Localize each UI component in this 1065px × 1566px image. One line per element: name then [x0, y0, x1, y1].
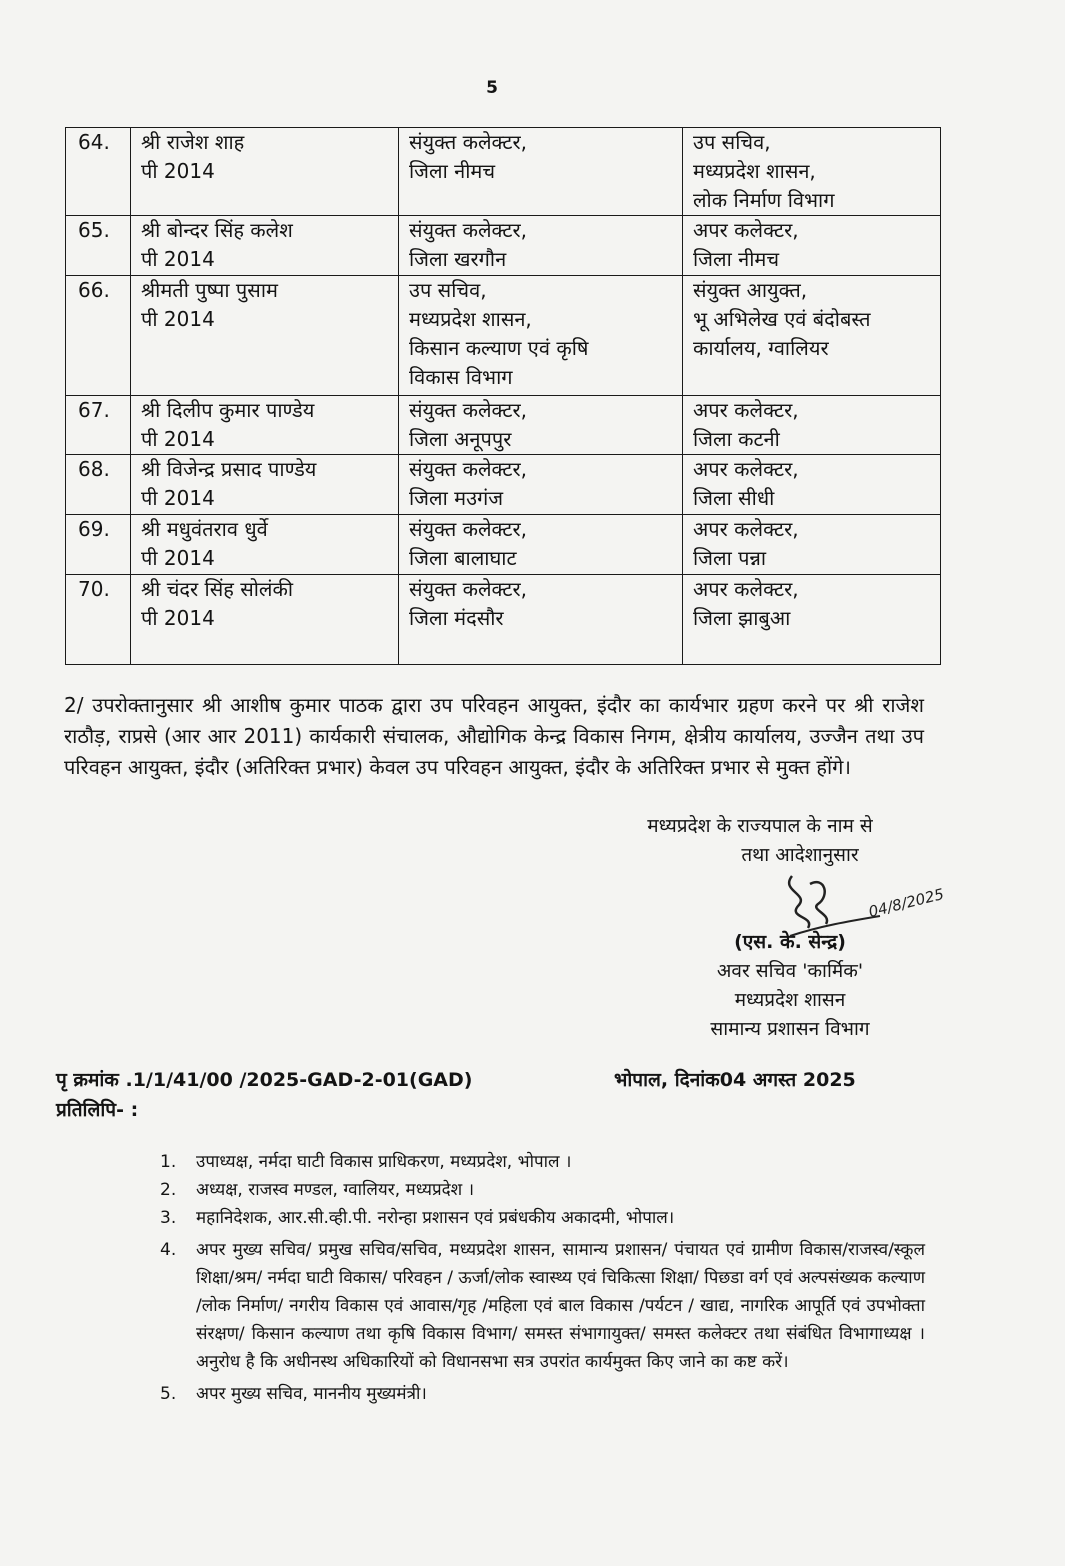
table-row	[66, 276, 941, 396]
cell-line: श्री मधुवंतराव धुर्वे	[141, 517, 268, 541]
cell-line: उप सचिव,	[693, 130, 771, 154]
cell-line: जिला कटनी	[693, 427, 780, 451]
new-posting-cell	[683, 455, 941, 515]
cell-line: संयुक्त कलेक्टर,	[409, 577, 528, 601]
cell-line: मध्यप्रदेश शासन,	[409, 307, 532, 331]
cell-line: जिला नीमच	[693, 247, 780, 271]
cell-line: जिला नीमच	[409, 159, 496, 183]
cell-line: संयुक्त कलेक्टर,	[409, 457, 528, 481]
table-row	[66, 455, 941, 515]
cell-line: 70.	[78, 577, 110, 601]
cell-line: अपर कलेक्टर,	[693, 398, 799, 422]
new-posting-cell	[683, 515, 941, 575]
cell-line: जिला मउगंज	[409, 486, 504, 510]
officer-name-cell	[131, 515, 399, 575]
cell-line: अपर कलेक्टर,	[693, 577, 799, 601]
cell-line: अपर कलेक्टर,	[693, 218, 799, 242]
serial-number-cell	[66, 515, 131, 575]
table-row	[66, 575, 941, 665]
cell-line: 68.	[78, 457, 110, 481]
cell-line: श्री राजेश शाह	[141, 130, 245, 154]
cell-line: श्री बोन्दर सिंह कलेश	[141, 218, 293, 242]
cell-line: जिला मंदसौर	[409, 606, 504, 630]
cell-line: कार्यालय, ग्वालियर	[693, 336, 829, 360]
copy-list-text: अपर मुख्य सचिव/ प्रमुख सचिव/सचिव, मध्यप्रदेश शासन, सामान्य प्रशासन/ पंचायत एवं ग्रामीण विकास/राजस्व/स्कूल शिक्षा/श्रम/ नर्मदा घाटी विकास/ परिवहन / ऊर्जा/लोक स्वास्थ्य एवं चिकित्सा शिक्षा/ पिछडा वर्ग एवं अल्पसंख्यक कल्याण /लोक निर्माण/ नगरीय विकास एवं आवास/गृह /महिला एवं बाल विकास /पर्यटन / खाद्य, नागरिक आपूर्ति एवं उपभोक्ता संरक्षण/ किसान कल्याण तथा कृषि विकास विभाग/ समस्त संभागायुक्त/ समस्त कलेक्टर तथा संबंधित विभागाध्यक्ष । अनुरोध है कि अधीनस्थ अधिकारियों को विधानसभा सत्र उपरांत कार्यमुक्त किए जाने का कष्ट करें।	[196, 1240, 925, 1372]
new-posting-cell	[683, 128, 941, 216]
officer-name-cell	[131, 128, 399, 216]
cell-line: 69.	[78, 517, 110, 541]
cell-line: 66.	[78, 278, 110, 302]
transfer-table-body	[66, 128, 941, 665]
signature-line-2: तथा आदेशानुसार	[741, 844, 859, 866]
copy-list-text: उपाध्यक्ष, नर्मदा घाटी विकास प्राधिकरण, मध्यप्रदेश, भोपाल ।	[196, 1152, 572, 1172]
cell-line: जिला सीधी	[693, 486, 775, 510]
issue-date: भोपाल, दिनांक04 अगस्त 2025	[614, 1069, 856, 1091]
copy-label: प्रतिलिपि- :	[56, 1099, 139, 1121]
cell-line: पी 2014	[141, 427, 215, 451]
serial-number-cell	[66, 455, 131, 515]
cell-line: श्री चंदर सिंह सोलंकी	[141, 577, 294, 601]
cell-line: किसान कल्याण एवं कृषि	[409, 336, 589, 360]
copy-list-number: 2.	[160, 1180, 177, 1200]
copy-list-item	[160, 1380, 925, 1408]
copy-list-text: महानिदेशक, आर.सी.व्ही.पी. नरोन्हा प्रशासन एवं प्रबंधकीय अकादमी, भोपाल।	[196, 1208, 675, 1228]
copy-list-number: 3.	[160, 1208, 177, 1228]
cell-line: अपर कलेक्टर,	[693, 517, 799, 541]
cell-line: श्रीमती पुष्पा पुसाम	[141, 278, 278, 302]
signatory-designation: अवर सचिव 'कार्मिक'	[716, 960, 864, 982]
cell-line: लोक निर्माण विभाग	[693, 188, 835, 212]
serial-number-cell	[66, 276, 131, 396]
serial-number-cell	[66, 575, 131, 665]
current-posting-cell	[399, 575, 683, 665]
copy-list-text: अध्यक्ष, राजस्व मण्डल, ग्वालियर, मध्यप्रदेश ।	[196, 1180, 475, 1200]
cell-line: पी 2014	[141, 486, 215, 510]
current-posting-cell	[399, 276, 683, 396]
new-posting-cell	[683, 216, 941, 276]
paragraph-2: 2/ उपरोक्तानुसार श्री आशीष कुमार पाठक द्वारा उप परिवहन आयुक्त, इंदौर का कार्यभार ग्रहण करने पर श्री राजेश राठौड़, राप्रसे (आर आर 2011) कार्यकारी संचालक, औद्योगिक केन्द्र विकास निगम, क्षेत्रीय कार्यालय, उज्जैन तथा उप परिवहन आयुक्त, इंदौर (अतिरिक्त प्रभार) केवल उप परिवहन आयुक्त, इंदौर के अतिरिक्त प्रभार से मुक्त होंगे।	[64, 693, 924, 779]
cell-line: पी 2014	[141, 247, 215, 271]
cell-line: उप सचिव,	[409, 278, 487, 302]
officer-name-cell	[131, 455, 399, 515]
table-row	[66, 216, 941, 276]
table-row	[66, 515, 941, 575]
copy-list-number: 1.	[160, 1152, 177, 1172]
copy-list-text: अपर मुख्य सचिव, माननीय मुख्यमंत्री।	[196, 1384, 427, 1404]
handwritten-date: 04/8/2025	[866, 884, 946, 922]
new-posting-cell	[683, 396, 941, 455]
cell-line: भू अभिलेख एवं बंदोबस्त	[693, 307, 871, 331]
officer-name-cell	[131, 216, 399, 276]
cell-line: जिला पन्ना	[693, 546, 767, 570]
handwritten-signature	[770, 866, 960, 946]
copy-list-item	[160, 1204, 925, 1232]
copy-list-number: 4.	[160, 1240, 177, 1260]
table-row	[66, 396, 941, 455]
cell-line: मध्यप्रदेश शासन,	[693, 159, 816, 183]
new-posting-cell	[683, 575, 941, 665]
cell-line: संयुक्त कलेक्टर,	[409, 517, 528, 541]
transfer-table	[65, 127, 941, 665]
signature-line-1: मध्यप्रदेश के राज्यपाल के नाम से	[647, 815, 873, 837]
cell-line: जिला अनूपपुर	[409, 427, 512, 451]
cell-line: विकास विभाग	[409, 365, 513, 389]
officer-name-cell	[131, 396, 399, 455]
cell-line: जिला झाबुआ	[693, 606, 791, 630]
table-row	[66, 128, 941, 216]
serial-number-cell	[66, 128, 131, 216]
copy-list-item	[160, 1176, 925, 1204]
cell-line: संयुक्त आयुक्त,	[693, 278, 808, 302]
current-posting-cell	[399, 455, 683, 515]
cell-line: पी 2014	[141, 307, 215, 331]
copy-list-item	[160, 1236, 925, 1376]
reference-number: पृ क्रमांक .1/1/41/00 /2025-GAD-2-01(GAD)	[56, 1069, 473, 1091]
copy-list-item	[160, 1148, 925, 1176]
cell-line: पी 2014	[141, 546, 215, 570]
cell-line: जिला बालाघाट	[409, 546, 517, 570]
serial-number-cell	[66, 396, 131, 455]
current-posting-cell	[399, 216, 683, 276]
copy-list	[160, 1148, 925, 1408]
cell-line: 65.	[78, 218, 110, 242]
copy-list-number: 5.	[160, 1384, 177, 1404]
signatory-govt: मध्यप्रदेश शासन	[734, 989, 846, 1011]
cell-line: संयुक्त कलेक्टर,	[409, 218, 528, 242]
cell-line: 67.	[78, 398, 110, 422]
cell-line: पी 2014	[141, 159, 215, 183]
cell-line: संयुक्त कलेक्टर,	[409, 398, 528, 422]
current-posting-cell	[399, 515, 683, 575]
signatory-department: सामान्य प्रशासन विभाग	[710, 1018, 870, 1040]
current-posting-cell	[399, 396, 683, 455]
serial-number-cell	[66, 216, 131, 276]
cell-line: 64.	[78, 130, 110, 154]
officer-name-cell	[131, 276, 399, 396]
current-posting-cell	[399, 128, 683, 216]
cell-line: पी 2014	[141, 606, 215, 630]
cell-line: श्री विजेन्द्र प्रसाद पाण्डेय	[141, 457, 317, 481]
cell-line: संयुक्त कलेक्टर,	[409, 130, 528, 154]
cell-line: अपर कलेक्टर,	[693, 457, 799, 481]
page-number: 5	[486, 78, 498, 98]
signatory-name: (एस. के. सेन्द्र)	[734, 931, 846, 953]
new-posting-cell	[683, 276, 941, 396]
officer-name-cell	[131, 575, 399, 665]
cell-line: जिला खरगौन	[409, 247, 507, 271]
cell-line: श्री दिलीप कुमार पाण्डेय	[141, 398, 315, 422]
